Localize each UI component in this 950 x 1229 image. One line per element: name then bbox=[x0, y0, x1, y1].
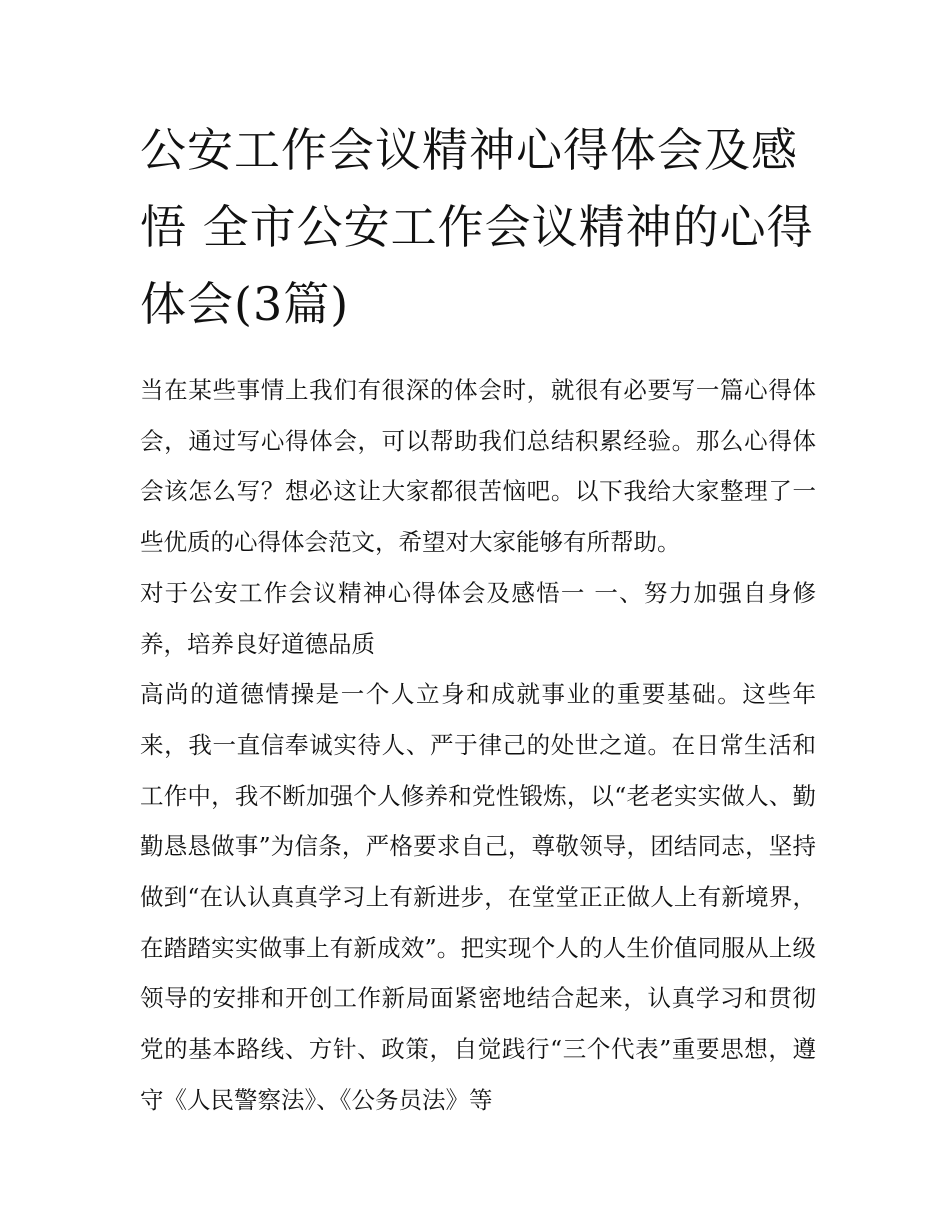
document-title: 公安工作会议精神心得体会及感悟 全市公安工作会议精神的心得体会(3篇) bbox=[140, 123, 814, 331]
intro-paragraph: 当在某些事情上我们有很深的体会时，就很有必要写一篇心得体会，通过写心得体会，可以帮助我们总结积累经验。那么心得体会该怎么写？想必这让大家都很苦恼吧。以下我给大家整理了一些优质的心得体会范文，希望对大家能够有所帮助。 bbox=[140, 376, 816, 557]
section-heading-paragraph: 对于公安工作会议精神心得体会及感悟一 一、努力加强自身修养，培养良好道德品质 bbox=[140, 578, 816, 658]
body-paragraph: 高尚的道德情操是一个人立身和成就事业的重要基础。这些年来，我一直信奉诚实待人、严于律己的处世之道。在日常生活和工作中，我不断加强个人修养和党性锻炼，以“老老实实做人、勤勤恳恳做事”为信条，严格要求自己，尊敬领导，团结同志，坚持做到“在认认真真学习上有新进步，在堂堂正正做人上有新境界，在踏踏实实做事上有新成效”。把实现个人的人生价值同服从上级领导的安排和开创工作新局面紧密地结合起来，认真学习和贯彻党的基本路线、方针、政策，自觉践行“三个代表”重要思想，遵守《人民警察法》、《公务员法》等 bbox=[140, 680, 816, 1114]
document-page bbox=[140, 112, 816, 1126]
document-body bbox=[140, 365, 816, 1126]
